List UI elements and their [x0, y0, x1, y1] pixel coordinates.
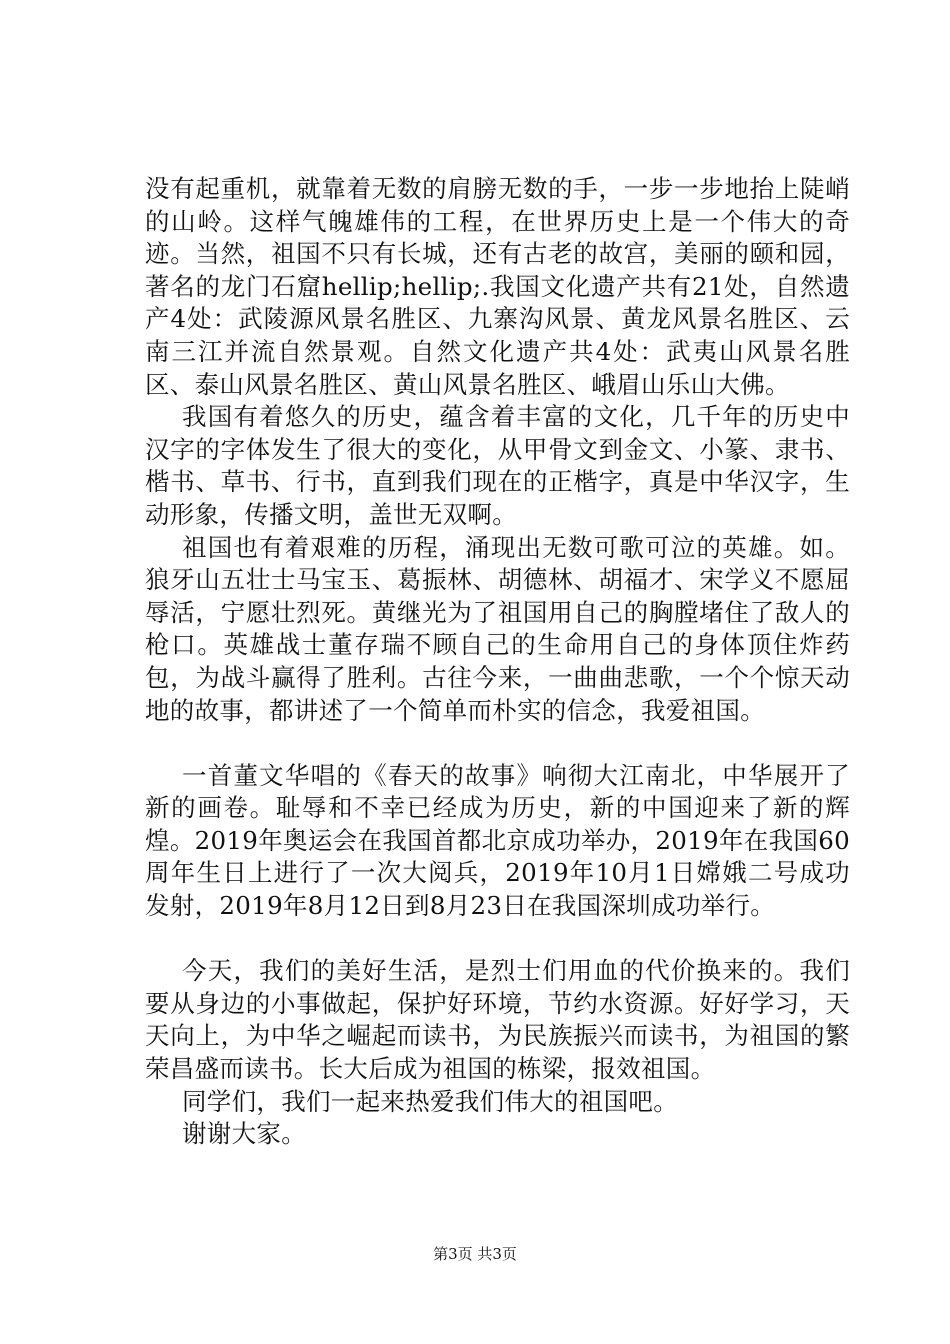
paragraph-history: 我国有着悠久的历史，蕴含着丰富的文化，几千年的历史中汉字的字体发生了很大的变化，从甲骨文到金文、小篆、隶书、楷书、草书、行书，直到我们现在的正楷字，真是中华汉字，生动形象，传播文明，盖世无双啊。	[145, 402, 850, 529]
paragraph-thanks: 谢谢大家。	[182, 1119, 306, 1149]
paragraph-spring-story: 一首董文华唱的《春天的故事》响彻大江南北，中华展开了新的画卷。耻辱和不幸已经成为历史，新的中国迎来了新的辉煌。2019年奥运会在我国首都北京成功举办，2019年在我国60周年生日上进行了一次大阅兵，2019年10月1日嫦娥二号成功发射，2019年8月12日到8月23日在我国深圳成功举行。	[145, 760, 850, 921]
page-footer: 第3页 共3页	[433, 1245, 517, 1263]
document-body	[145, 173, 850, 1151]
paragraph-today: 今天，我们的美好生活，是烈士们用血的代价换来的。我们要从身边的小事做起，保护好环境，节约水资源。好好学习，天天向上，为中华之崛起而读书，为民族振兴而读书，为祖国的繁荣昌盛而读书。长大后成为祖国的栋梁，报效祖国。	[145, 956, 850, 1084]
paragraph-classmates: 同学们，我们一起来热爱我们伟大的祖国吧。	[182, 1086, 678, 1116]
paragraph-heroes: 祖国也有着艰难的历程，涌现出无数可歌可泣的英雄。如。狼牙山五壮士马宝玉、葛振林、胡德林、胡福才、宋学义不愿屈辱活，宁愿壮烈死。黄继光为了祖国用自己的胸膛堵住了敌人的枪口。英雄战士董存瑞不顾自己的生命用自己的身体顶住炸药包，为战斗赢得了胜利。古往今来，一曲曲悲歌，一个个惊天动地的故事，都讲述了一个简单而朴实的信念，我爱祖国。	[145, 532, 850, 725]
paragraph-heritage: 没有起重机，就靠着无数的肩膀无数的手，一步一步地抬上陡峭的山岭。这样气魄雄伟的工程，在世界历史上是一个伟大的奇迹。当然，祖国不只有长城，还有古老的故宫，美丽的颐和园，著名的龙门石窟hellip;hellip;.我国文化遗产共有21处，自然遗产4处：武陵源风景名胜区、九寨沟风景、黄龙风景名胜区、云南三江并流自然景观。自然文化遗产共4处：武夷山风景名胜区、泰山风景名胜区、黄山风景名胜区、峨眉山乐山大佛。	[145, 174, 850, 399]
